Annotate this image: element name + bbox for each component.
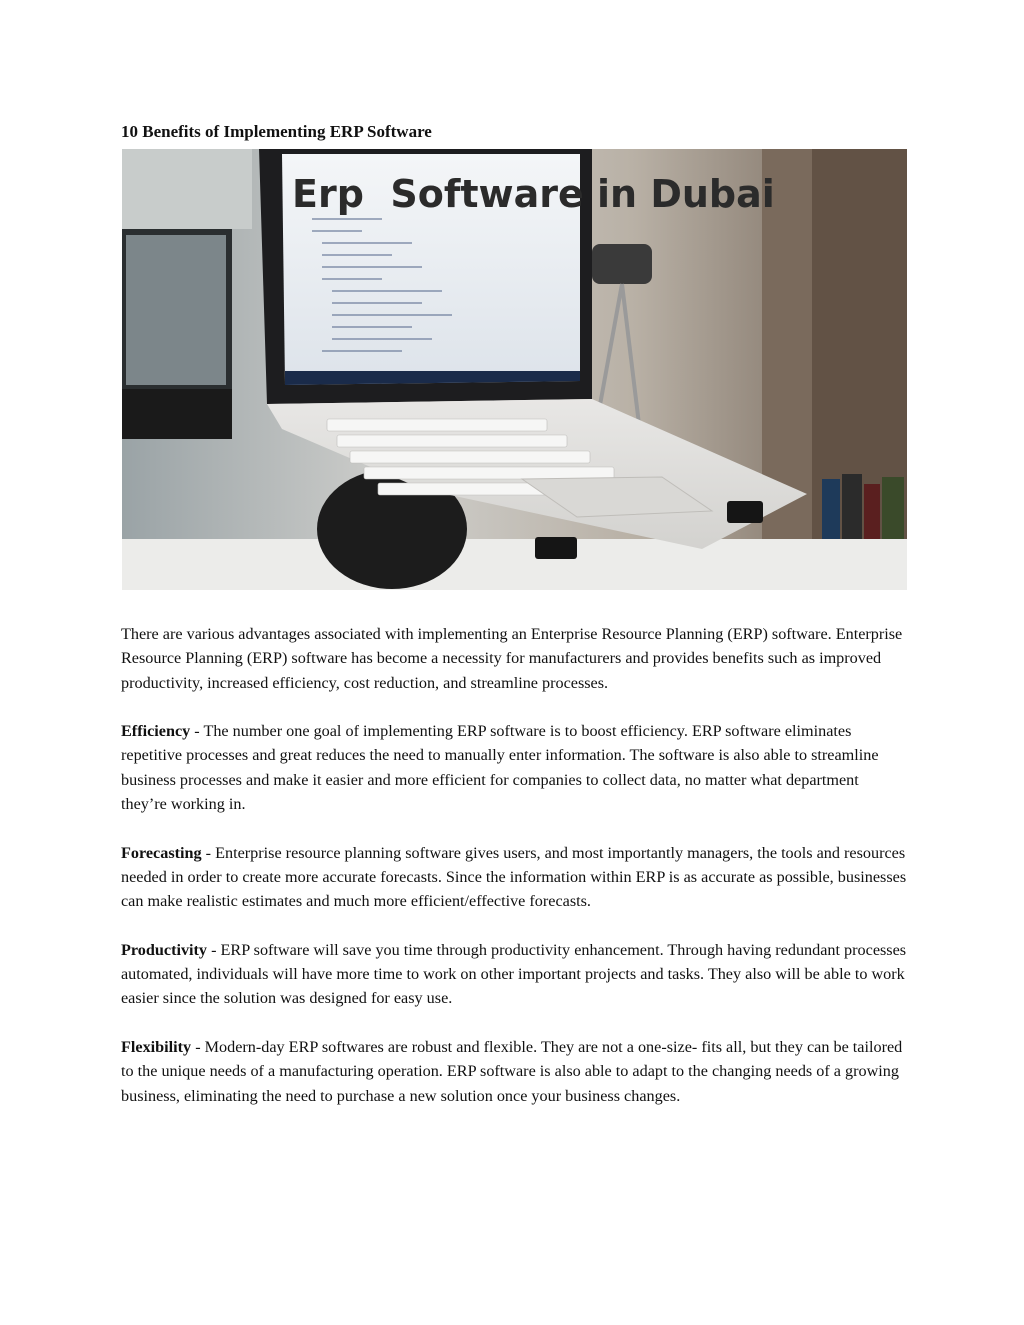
section-separator: -: [201, 843, 216, 862]
section-heading: Flexibility: [121, 1038, 192, 1057]
section-forecasting: [121, 841, 907, 914]
hero-image: [122, 149, 907, 590]
section-separator: -: [190, 722, 204, 741]
section-text: ERP software will save you time through productivity enhancement. Through having redundant processes automated, individuals will have more time to work on other important projects and tasks. They also will be able to work easier since the solution was designed for easy use.: [121, 940, 907, 1008]
section-separator: -: [207, 940, 221, 959]
section-efficiency: [121, 719, 907, 816]
section-flexibility: [121, 1035, 907, 1108]
section-productivity: [121, 938, 907, 1011]
section-text: The number one goal of implementing ERP software is to boost efficiency. ERP software eliminates repetitive processes and great reduces the need to manually enter information. The software is also able to streamline business processes and make it easier and more efficient for companies to collect data, no matter what department they’re working in.: [121, 722, 879, 814]
intro-paragraph: There are various advantages associated with implementing an Enterprise Resource Planning (ERP) software. Enterprise Resource Planning (ERP) software has become a necessity for manufacturers and provides benefits such as improved productivity, increased efficiency, cost reduction, and streamline processes.: [121, 625, 903, 692]
document-title: 10 Benefits of Implementing ERP Software: [121, 122, 432, 141]
section-separator: -: [191, 1038, 205, 1057]
section-heading: Forecasting: [121, 843, 202, 862]
section-heading: Efficiency: [121, 722, 191, 741]
section-heading: Productivity: [121, 940, 208, 959]
article-body: [121, 622, 907, 1132]
hero-overlay-text: Erp Software in Dubai: [292, 172, 775, 216]
section-text: Enterprise resource planning software gives users, and most importantly managers, the tools and resources needed in order to create more accurate forecasts. Since the information within ERP is as accurate as possible, businesses can make realistic estimates and much more efficient/effective forecasts.: [121, 843, 907, 911]
section-text: Modern-day ERP softwares are robust and flexible. They are not a one-size- fits all, but they can be tailored to the unique needs of a manufacturing operation. ERP software is also able to adapt to the changing needs of a growing business, eliminating the need to purchase a new solution once your business changes.: [121, 1038, 903, 1105]
